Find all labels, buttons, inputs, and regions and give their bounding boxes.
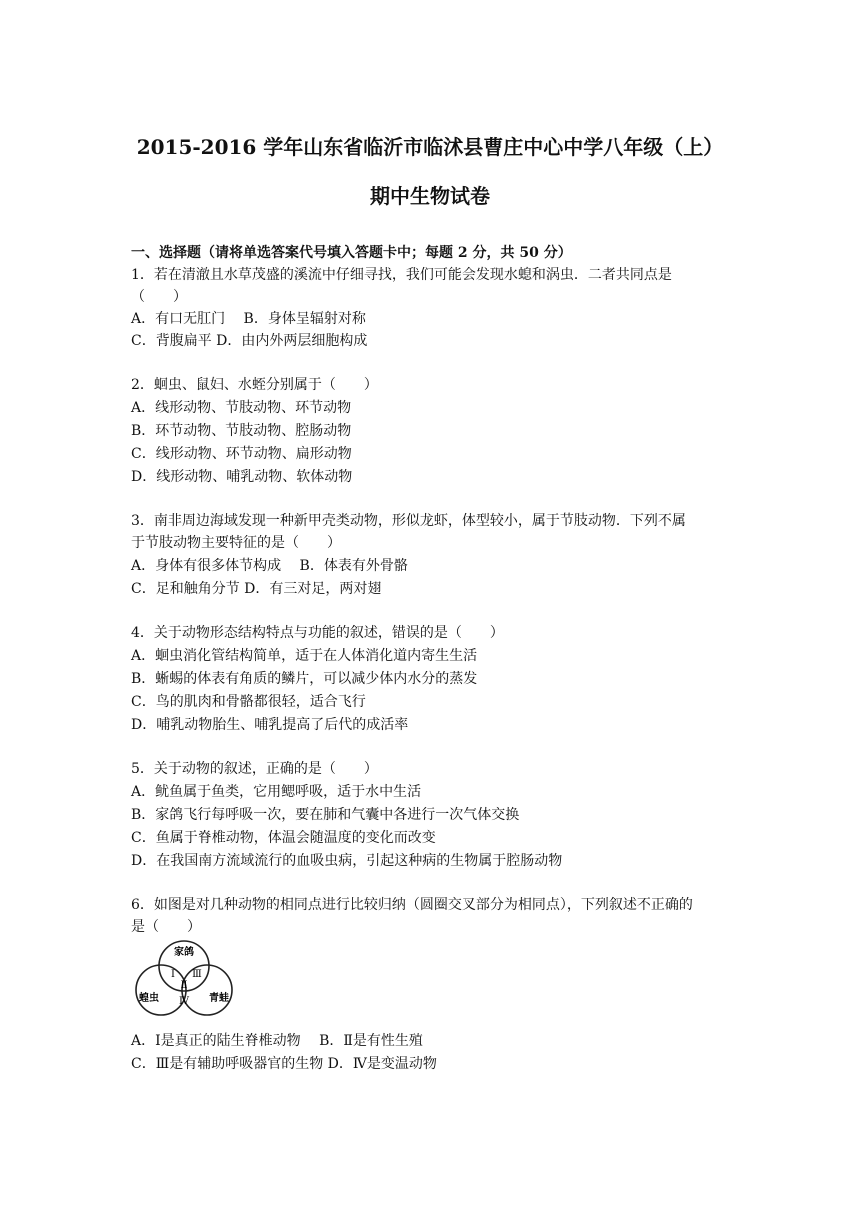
q2-option-c: C．线形动物、环节动物、扁形动物 bbox=[131, 446, 352, 462]
section-heading: 一、选择题（请将单选答案代号填入答题卡中；每题 2 分，共 50 分） bbox=[131, 245, 572, 261]
venn-region-iv: Ⅳ bbox=[179, 996, 189, 1007]
q5-option-d: D．在我国南方流域流行的血吸虫病，引起这种病的生物属于腔肠动物 bbox=[131, 853, 563, 869]
venn-region-i: Ⅰ bbox=[171, 969, 175, 980]
q4-option-d: D．哺乳动物胎生、哺乳提高了后代的成活率 bbox=[131, 717, 409, 733]
venn-label-frog: 青蛙 bbox=[209, 993, 229, 1004]
q4-option-c: C．鸟的肌肉和骨骼都很轻，适合飞行 bbox=[131, 694, 366, 710]
q5-option-b: B．家鸽飞行每呼吸一次，要在肺和气囊中各进行一次气体交换 bbox=[131, 807, 520, 823]
q3-stem-line1: 3．南非周边海域发现一种新甲壳类动物，形似龙虾，体型较小，属于节肢动物．下列不属 bbox=[131, 513, 686, 529]
q5-option-a: A．鱿鱼属于鱼类，它用鳃呼吸，适于水中生活 bbox=[131, 784, 422, 800]
venn-region-ii: Ⅱ bbox=[180, 980, 188, 991]
venn-label-locust: 蝗虫 bbox=[139, 993, 159, 1004]
venn-diagram bbox=[131, 938, 237, 1018]
q1-options-ab: A．有口无肛门 B．身体呈辐射对称 bbox=[131, 311, 366, 327]
q4-option-b: B．蜥蜴的体表有角质的鳞片，可以减少体内水分的蒸发 bbox=[131, 671, 478, 687]
q5-stem: 5．关于动物的叙述，正确的是（ ） bbox=[131, 761, 378, 777]
q3-stem-line2: 于节肢动物主要特征的是（ ） bbox=[131, 535, 341, 551]
q3-options-ab: A．身体有很多体节构成 B．体表有外骨骼 bbox=[131, 558, 408, 574]
q6-options-cd: C．Ⅲ是有辅助呼吸器官的生物 D．Ⅳ是变温动物 bbox=[131, 1056, 437, 1072]
venn-label-pigeon: 家鸽 bbox=[174, 947, 194, 958]
q2-stem: 2．蛔虫、鼠妇、水蛭分别属于（ ） bbox=[131, 377, 378, 393]
q6-stem-line1: 6．如图是对几种动物的相同点进行比较归纳（圆圈交叉部分为相同点），下列叙述不正确的 bbox=[131, 897, 693, 913]
q1-stem-line1: 1．若在清澈且水草茂盛的溪流中仔细寻找，我们可能会发现水螅和涡虫．二者共同点是 bbox=[131, 267, 672, 283]
page-title-line1: 2015-2016 学年山东省临沂市临沭县曹庄中心中学八年级（上） bbox=[136, 135, 724, 159]
q6-options-ab: A．Ⅰ是真正的陆生脊椎动物 B．Ⅱ是有性生殖 bbox=[131, 1033, 423, 1049]
q6-stem-line2: 是（ ） bbox=[131, 919, 201, 935]
q4-stem: 4．关于动物形态结构特点与功能的叙述，错误的是（ ） bbox=[131, 625, 504, 641]
q5-option-c: C．鱼属于脊椎动物，体温会随温度的变化而改变 bbox=[131, 830, 436, 846]
q3-options-cd: C．足和触角分节 D．有三对足，两对翅 bbox=[131, 581, 382, 597]
page-title-line2: 期中生物试卷 bbox=[370, 184, 490, 208]
q2-option-d: D．线形动物、哺乳动物、软体动物 bbox=[131, 469, 353, 485]
q2-option-b: B．环节动物、节肢动物、腔肠动物 bbox=[131, 423, 352, 439]
q1-stem-line2: （ ） bbox=[131, 289, 187, 305]
venn-region-iii: Ⅲ bbox=[192, 969, 202, 980]
q4-option-a: A．蛔虫消化管结构简单，适于在人体消化道内寄生生活 bbox=[131, 648, 478, 664]
q2-option-a: A．线形动物、节肢动物、环节动物 bbox=[131, 400, 352, 416]
q1-options-cd: C．背腹扁平 D．由内外两层细胞构成 bbox=[131, 333, 368, 349]
